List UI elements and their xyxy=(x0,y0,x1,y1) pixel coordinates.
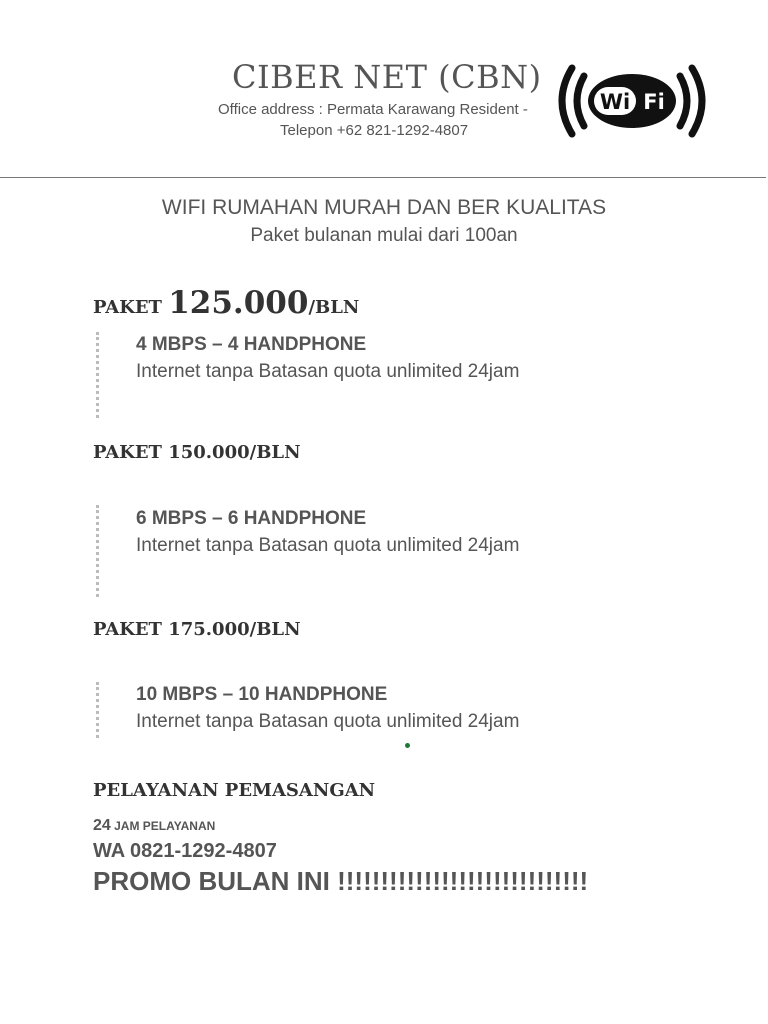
package-title xyxy=(93,442,301,463)
wifi-logo-icon xyxy=(556,60,708,142)
quote-bar xyxy=(96,682,99,738)
package-speed: 4 MBPS – 4 HANDPHONE xyxy=(136,334,367,355)
quote-bar xyxy=(96,332,99,418)
package-price: 175.000 xyxy=(168,619,250,640)
phone-number: Telepon +62 821-1292-4807 xyxy=(280,122,469,139)
package-prefix: PAKET xyxy=(93,442,169,463)
contact-info xyxy=(218,99,558,141)
package-description: Internet tanpa Batasan quota unlimited 24jam xyxy=(136,361,520,382)
package-prefix: PAKET xyxy=(93,619,169,640)
svg-text:Wi: Wi xyxy=(599,90,631,114)
hours-text: JAM PELAYANAN xyxy=(110,819,216,833)
package-suffix: /BLN xyxy=(249,442,301,463)
quote-bar xyxy=(96,505,99,597)
package-prefix: PAKET xyxy=(93,297,169,318)
package-speed: 10 MBPS – 10 HANDPHONE xyxy=(136,684,388,705)
whatsapp-contact: WA 0821-1292-4807 xyxy=(93,840,277,862)
header-divider xyxy=(0,177,766,178)
package-suffix: /BLN xyxy=(308,297,360,318)
subtagline: Paket bulanan mulai dari 100an xyxy=(250,225,518,246)
office-address: Office address : Permata Karawang Resident - xyxy=(218,101,528,118)
package-description: Internet tanpa Batasan quota unlimited 24jam xyxy=(136,535,520,556)
service-hours xyxy=(93,817,215,835)
package-suffix: /BLN xyxy=(249,619,301,640)
svg-text:Fi: Fi xyxy=(643,90,665,114)
package-description: Internet tanpa Batasan quota unlimited 24jam xyxy=(136,711,520,732)
promo-banner: PROMO BULAN INI !!!!!!!!!!!!!!!!!!!!!!!!!!!!! xyxy=(93,866,589,896)
service-title: PELAYANAN PEMASANGAN xyxy=(93,780,376,801)
package-speed: 6 MBPS – 6 HANDPHONE xyxy=(136,508,367,529)
package-price: 125.000 xyxy=(168,285,309,321)
package-price: 150.000 xyxy=(168,442,250,463)
bullet-dot xyxy=(405,743,410,748)
package-title xyxy=(93,285,359,321)
company-name: CIBER NET (CBN) xyxy=(232,58,542,96)
hours-number: 24 xyxy=(93,817,111,834)
package-title xyxy=(93,619,301,640)
tagline: WIFI RUMAHAN MURAH DAN BER KUALITAS xyxy=(161,196,607,219)
